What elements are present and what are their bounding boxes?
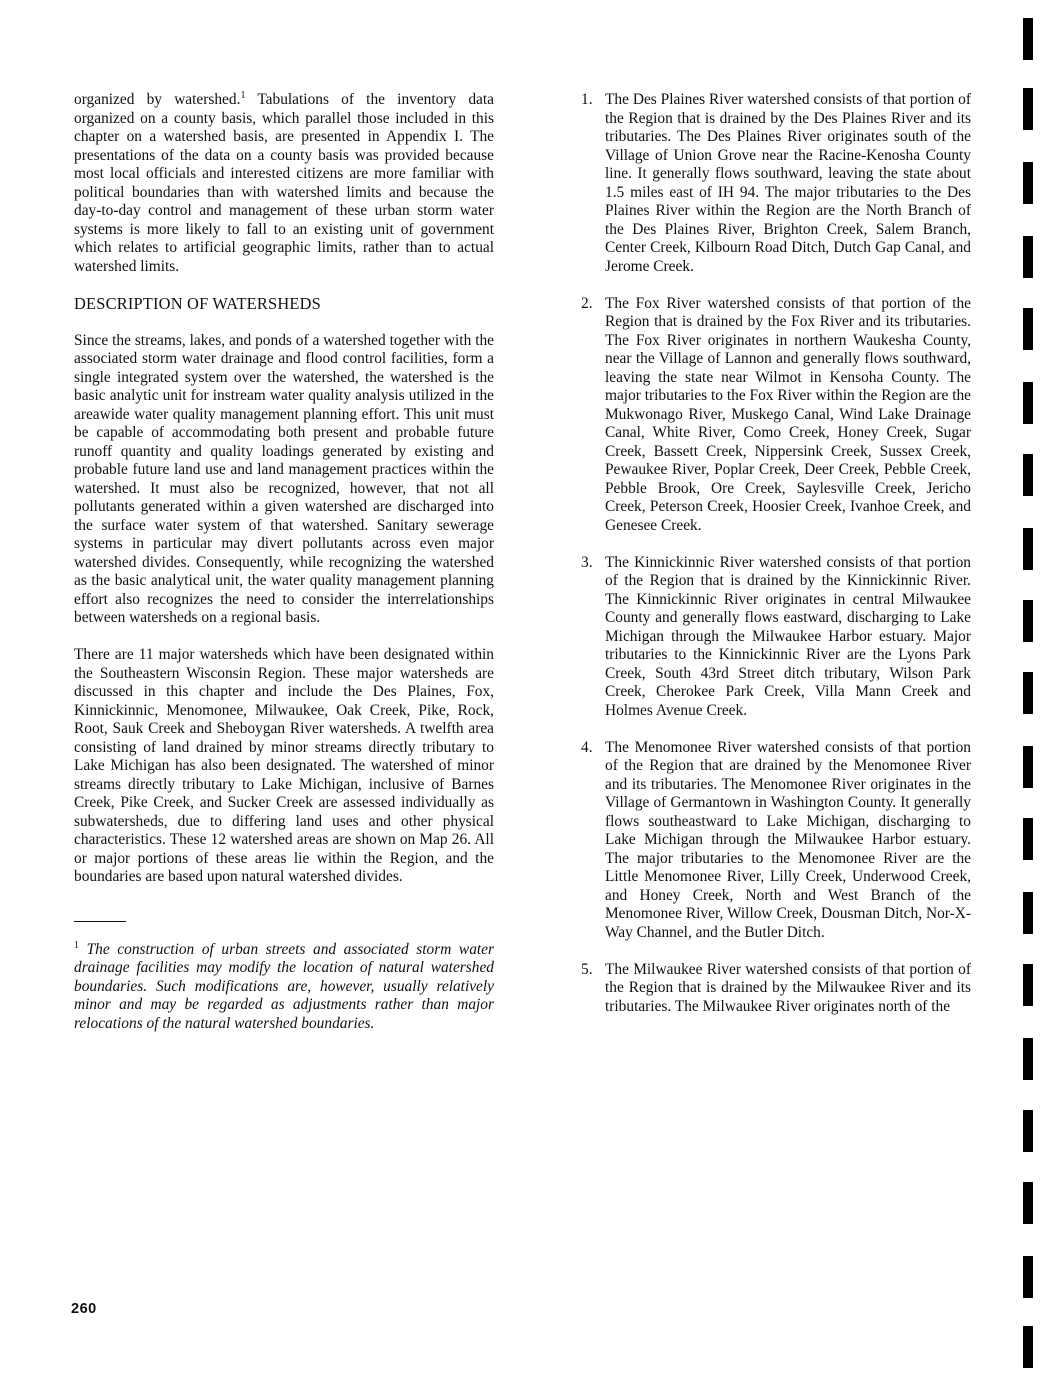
binding-mark	[1023, 600, 1033, 642]
list-item	[581, 739, 971, 943]
binding-mark	[1023, 308, 1033, 350]
list-item-number: 1.	[581, 91, 593, 108]
binding-mark	[1023, 382, 1033, 424]
binding-mark	[1023, 236, 1033, 278]
list-item	[581, 554, 971, 721]
binding-mark	[1023, 672, 1033, 714]
binding-mark	[1023, 528, 1033, 570]
footnote-divider	[74, 921, 126, 922]
binding-mark	[1023, 892, 1033, 934]
binding-mark	[1023, 162, 1033, 204]
footnote	[74, 941, 494, 1034]
list-item-number: 5.	[581, 960, 593, 978]
intro-text-before-note: organized by watershed.	[74, 91, 241, 108]
intro-paragraph	[74, 91, 494, 276]
watershed-list	[581, 91, 971, 1016]
list-item	[581, 91, 971, 276]
binding-mark	[1023, 818, 1033, 860]
right-column	[581, 91, 971, 1035]
binding-mark	[1023, 18, 1033, 60]
binding-marks	[1023, 0, 1039, 1380]
binding-mark	[1023, 1326, 1033, 1368]
list-item	[581, 295, 971, 536]
list-item-number: 2.	[581, 294, 593, 312]
binding-mark	[1023, 88, 1033, 130]
list-item-text: The Menomonee River watershed consists of that portion of the Region that are drained by the Menomonee River and its tributaries. The Menomonee River originates in the Village of Germantown in Washington County. It generally flows southeastward to Lake Michigan, discharging to Lake Michigan through the Milwaukee Harbor estuary. The major tributaries to the Menomonee River are the Little Menomonee River, Lilly Creek, Underwood Creek, and Honey Creek, North and West Branch of the Menomonee River, Willow Creek, Dousman Ditch, Nor-X-Way Channel, and the Butler Ditch.	[605, 738, 971, 941]
list-item-number: 4.	[581, 738, 593, 756]
list-item-number: 3.	[581, 553, 593, 571]
body-paragraph-1: Since the streams, lakes, and ponds of a watershed together with the associated storm water drainage and flood control facilities, form a single integrated system over the watershed, the watershed is the basic analytic unit for instream water quality analysis utilized in the areawide water quality management planning effort. This unit must be capable of accommodating both present and probable future runoff quantity and quality loadings generated by existing and probable future land use and land management practices within the watershed. It must also be recognized, however, that not all pollutants generated within a given watershed are discharged into the surface water system of that watershed. Sanitary sewerage systems in particular may divert pollutants across even major watershed divides. Consequently, while recognizing the watershed as the basic analytical unit, the water quality management planning effort also recognizes the need to consider the interrelationships between watersheds on a regional basis.	[74, 331, 494, 626]
binding-mark	[1023, 1256, 1033, 1298]
footnote-text: The construction of urban streets and associated storm water drainage facilities may modify the location of natural watershed boundaries. Such modifications are, however, usually relatively minor and may be regarded as adjustments rather than major relocations of the natural watershed boundaries.	[74, 940, 494, 1032]
binding-mark	[1023, 454, 1033, 496]
list-item-text: The Milwaukee River watershed consists of that portion of the Region that is drained by the Milwaukee River and its tributaries. The Milwaukee River originates north of the	[605, 960, 971, 1015]
footnote-reference: 1	[240, 89, 246, 101]
binding-mark	[1023, 964, 1033, 1006]
binding-mark	[1023, 1110, 1033, 1152]
list-item-text: The Fox River watershed consists of that portion of the Region that is drained by the Fox River and its tributaries. The Fox River originates in northern Waukesha County, near the Village of Lannon and generally flows southward, leaving the state near Wilmot in Kensoha County. The major tributaries to the Fox River within the Region are the Mukwonago River, Muskego Canal, Wind Lake Drainage Canal, White River, Como Creek, Honey Creek, Sugar Creek, Bassett Creek, Nippersink Creek, Sussex Creek, Pewaukee River, Poplar Creek, Deer Creek, Pebble Creek, Pebble Brook, Ore Creek, Saylesville Creek, Jericho Creek, Peterson Creek, Hoosier Creek, Ivanhoe Creek, and Genesee Creek.	[605, 294, 971, 534]
list-item-text: The Des Plaines River watershed consists of that portion of the Region that is drained by the Des Plaines River and its tributaries. The Des Plaines River originates south of the Village of Union Grove near the Racine-Kenosha County line. It generally flows southward, leaving the state about 1.5 miles east of IH 94. The major tributaries to the Des Plaines River within the Region are the North Branch of the Des Plaines River, Brighton Creek, Salem Branch, Center Creek, Kilbourn Road Ditch, Dutch Gap Canal, and Jerome Creek.	[605, 91, 971, 275]
section-heading: DESCRIPTION OF WATERSHEDS	[74, 293, 321, 313]
footnote-marker: 1	[74, 939, 79, 951]
binding-mark	[1023, 746, 1033, 788]
intro-text-after-note: Tabulations of the inventory data organized on a county basis, which parallel those included in this chapter on a watershed basis, are presented in Appendix I. The presentations of the data on a county basis was provided because most local officials and interested citizens are more familiar with political boundaries than with watershed limits and because the day-to-day control and management of these urban storm water systems is more likely to fall to an existing unit of government which relates to artificial geographic limits, rather than to actual watershed limits.	[74, 91, 494, 275]
body-paragraph-2: There are 11 major watersheds which have been designated within the Southeastern Wisconsin Region. These major watersheds are discussed in this chapter and include the Des Plaines, Fox, Kinnickinnic, Menomonee, Milwaukee, Oak Creek, Pike, Rock, Root, Sauk Creek and Sheboygan River watersheds. A twelfth area consisting of land drained by minor streams directly tributary to Lake Michigan has also been designated. The watershed of minor streams directly tributary to Lake Michigan, inclusive of Barnes Creek, Pike Creek, and Sucker Creek are assessed individually as subwatersheds, due to differing land uses and other physical characteristics. These 12 watershed areas are shown on Map 26. All or major portions of these areas lie within the Region, and the boundaries are based upon natural watershed divides.	[74, 646, 494, 885]
list-item-text: The Kinnickinnic River watershed consists of that portion of the Region that is drained by the Kinnickinnic River. The Kinnickinnic River originates in central Milwaukee County and generally flows eastward, discharging to Lake Michigan through the Milwaukee Harbor estuary. Major tributaries to the Kinnickinnic River are the Lyons Park Creek, South 43rd Street ditch tributary, Wilson Park Creek, Cherokee Park Creek, Villa Mann Creek and Holmes Avenue Creek.	[605, 553, 971, 719]
list-item	[581, 961, 971, 1017]
page-number: 260	[71, 1301, 97, 1317]
left-column	[74, 91, 494, 1033]
binding-mark	[1023, 1182, 1033, 1224]
binding-mark	[1023, 1038, 1033, 1080]
